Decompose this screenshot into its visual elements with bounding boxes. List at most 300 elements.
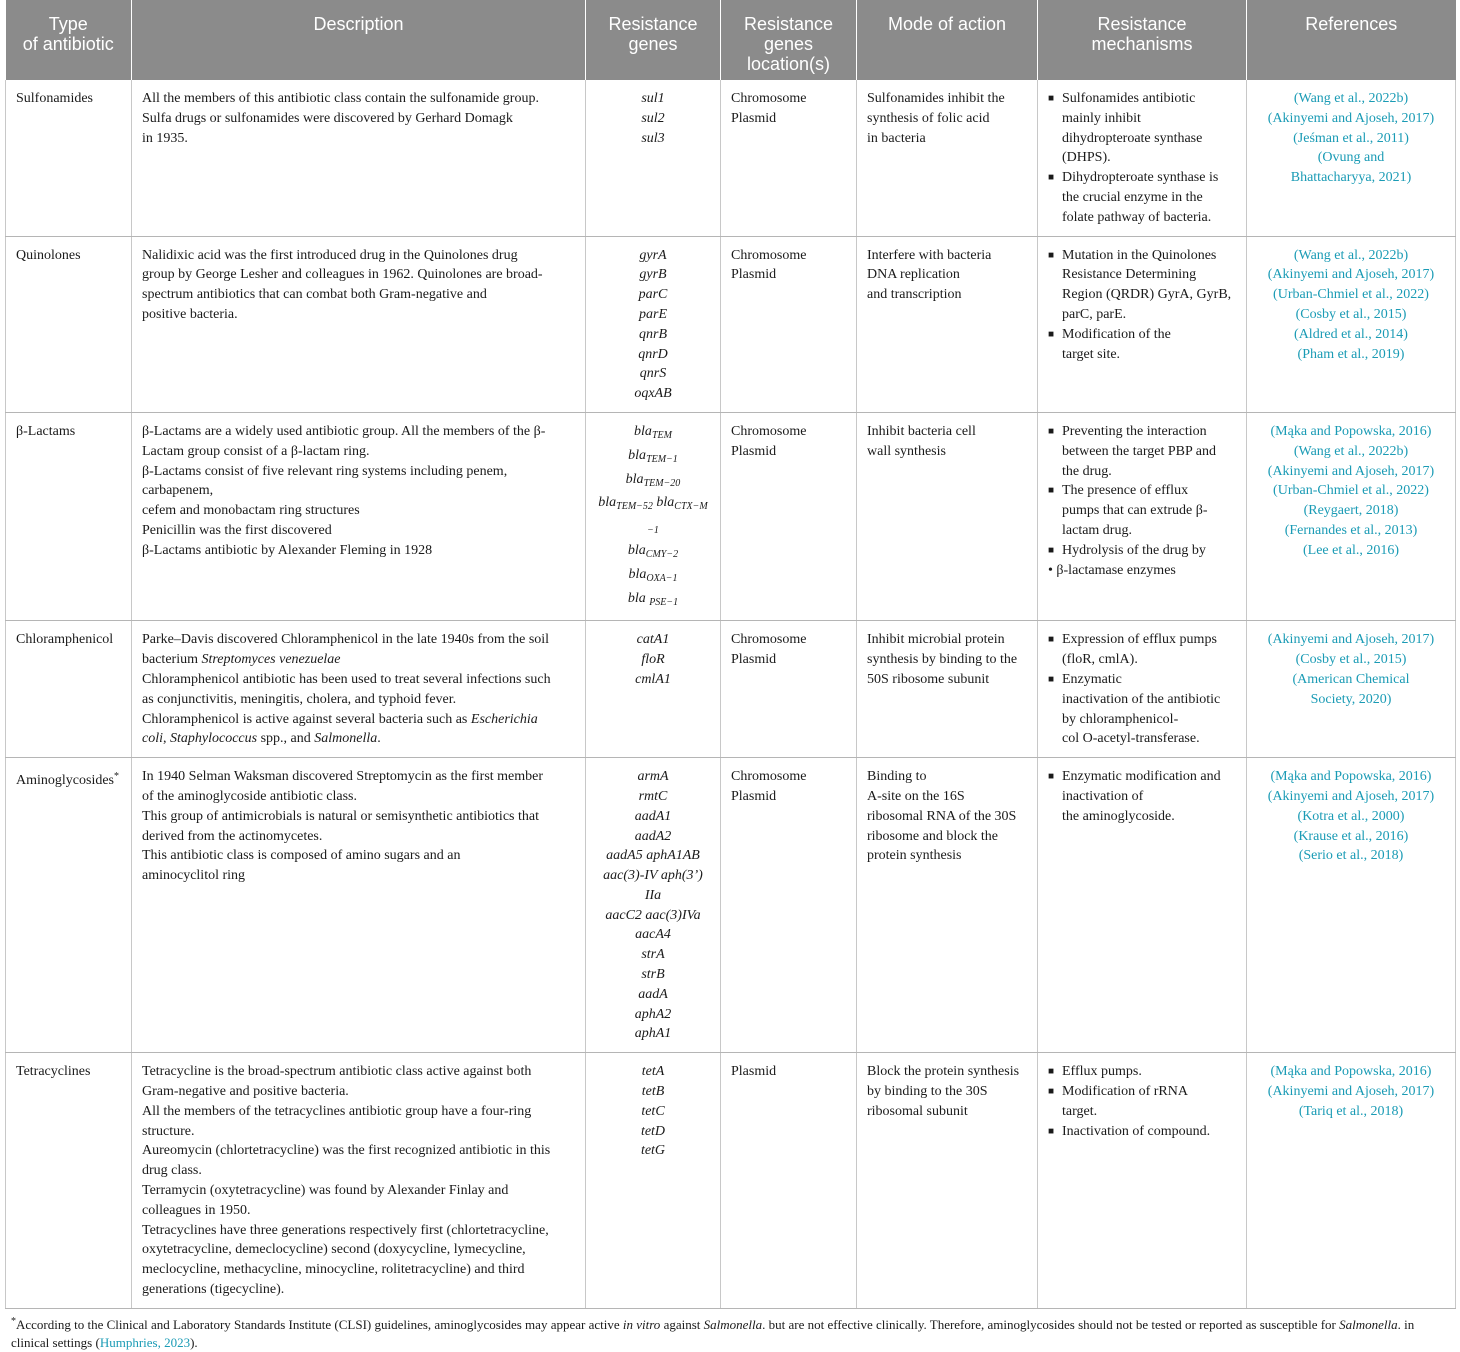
gene-location: Plasmid [731,652,777,668]
cell-mode-of-action [857,758,1038,1053]
mechanism-line: Preventing the interaction [1062,423,1207,439]
resistance-gene [596,446,710,470]
table-body [6,80,1456,1308]
gene-base: bla [652,495,675,511]
mechanism-line: target site. [1062,346,1121,362]
gene-location: Chromosome [731,91,807,106]
reference-link[interactable]: (Akinyemi and Ajoseh, 2017) [1267,110,1435,126]
reference-link[interactable]: (Akinyemi and Ajoseh, 2017) [1267,1084,1435,1100]
table-row [6,236,1456,412]
resistance-gene: aadA2 [634,828,672,844]
column-header-line: of antibiotic [22,34,114,54]
resistance-gene: sul1 [641,91,665,106]
cell-gene-location [721,1053,857,1309]
column-header-line: References [1305,14,1398,34]
mode-of-action-line: Block the protein synthesis [867,1064,1020,1080]
resistance-gene: oqxAB [634,386,672,402]
cell-resistance-mechanisms [1038,758,1247,1053]
resistance-gene: tetC [641,1103,665,1119]
mechanism-line: dihydropteroate synthase [1062,130,1203,146]
description-text: spp., and [257,731,315,747]
description-line: β-Lactams antibiotic by Alexander Fleming in 1928 [142,542,433,558]
cell-references [1247,1053,1456,1309]
cell-antibiotic-type [6,236,132,412]
mechanism-bullet [1048,422,1236,481]
resistance-gene: parE [639,306,667,322]
mechanism-bullet [1048,670,1236,749]
mode-of-action-line: DNA replication [867,267,960,283]
footnote-mark: * [11,1315,16,1327]
resistance-gene [596,565,710,589]
cell-antibiotic-type [6,621,132,758]
gene-location: Plasmid [731,443,777,459]
table-row [6,1053,1456,1309]
description-line: Nalidixic acid was the first introduced drug in the Quinolones drug [142,247,518,263]
mode-of-action-line: protein synthesis [867,848,962,864]
resistance-gene: tetG [640,1143,666,1159]
mechanism-line: (floR, cmlA). [1062,652,1138,668]
mechanism-bullet [1048,1062,1236,1082]
reference-link[interactable]: (Urban-Chmiel et al., 2022) [1273,287,1429,303]
description-line: β-Lactams consist of five relevant ring systems including penem, [142,463,508,479]
mechanism-line: inactivation of [1062,788,1144,804]
resistance-gene: parC [638,287,668,303]
reference-link[interactable]: (Mąka and Popowska, 2016) [1270,1064,1432,1080]
description-line: carbapenem, [142,483,214,499]
column-header-line: Description [313,14,404,34]
column-header-line: Type [48,14,88,34]
table-row [6,621,1456,758]
mode-of-action-line: and transcription [867,287,962,303]
mechanism-line: The presence of efflux [1062,483,1189,499]
reference-link[interactable]: (Aldred et al., 2014) [1294,326,1408,342]
mode-of-action-line: synthesis of folic acid [867,110,990,126]
cell-antibiotic-type [6,1053,132,1309]
mechanism-line: pumps that can extrude β- [1062,503,1208,519]
mechanism-bullet [1048,541,1236,561]
gene-subscript: TEM [651,429,672,441]
resistance-gene: aadA [638,986,668,1002]
description-line: Sulfa drugs or sulfonamides were discovered by Gerhard Domagk [142,110,513,126]
description-italic: Salmonella [314,731,378,747]
reference-link[interactable]: (Kotra et al., 2000) [1297,808,1405,824]
cell-references [1247,758,1456,1053]
mechanism-line: Enzymatic modification and [1062,769,1221,785]
mode-of-action-line: Inhibit bacteria cell [867,423,976,439]
cell-resistance-genes [586,80,721,236]
mechanism-line: the aminoglycoside. [1062,808,1175,824]
reference-link[interactable]: (Akinyemi and Ajoseh, 2017) [1267,463,1435,479]
cell-gene-location [721,80,857,236]
mechanism-bullet [1048,767,1236,826]
mode-of-action-line: wall synthesis [867,443,946,459]
column-header-line: mechanisms [1091,34,1193,54]
cell-resistance-mechanisms [1038,80,1247,236]
antibiotic-table [5,0,1456,1309]
description-line: Tetracycline is the broad-spectrum antibiotic class active against both [142,1064,532,1080]
mechanism-line: the drug. [1062,463,1112,479]
gene-subscript: TEM−20 [643,477,681,489]
cell-mode-of-action [857,80,1038,236]
gene-location: Chromosome [731,769,807,785]
description-line [142,650,575,670]
resistance-gene [596,470,710,494]
mechanism-subitem: • β-lactamase enzymes [1048,562,1176,578]
description-line: Lactam group consist of a β-lactam ring. [142,443,370,459]
description-line: Chloramphenicol antibiotic has been used to treat several infections such [142,671,551,687]
resistance-gene: aphA1 [634,1026,672,1042]
reference-link[interactable]: (Wang et al., 2022b) [1293,443,1409,459]
cell-resistance-genes [586,758,721,1053]
description-line: oxytetracycline, demeclocycline) second (doxycycline, lymecycline, [142,1242,526,1258]
mechanism-bullet [1048,1082,1236,1122]
resistance-gene [596,541,710,565]
reference-link[interactable]: (Lee et al., 2016) [1302,542,1399,558]
mechanism-line: Enzymatic [1062,671,1122,687]
column-header [132,0,586,80]
mechanism-line: by chloramphenicol- [1062,711,1179,727]
header-row [6,0,1456,80]
description-line: derived from the actinomycetes. [142,828,323,844]
column-header-line: genes [763,34,814,54]
description-line: Tetracyclines have three generations respectively first (chlortetracycline, [142,1222,549,1238]
mechanism-line: inactivation of the antibiotic [1062,691,1221,707]
mode-of-action-line: ribosomal subunit [867,1103,968,1119]
mechanism-line: parC, parE. [1062,306,1127,322]
footnote-italic-1: in vitro [622,1316,661,1332]
description-italic: coli [142,731,163,747]
reference-link[interactable]: (Akinyemi and Ajoseh, 2017) [1267,267,1435,283]
cell-antibiotic-type [6,758,132,1053]
footnote-text-5: ). [190,1334,198,1350]
cell-resistance-genes [586,621,721,758]
antibiotic-type-name: Sulfonamides [16,91,93,106]
reference-link[interactable]: (Wang et al., 2022b) [1293,91,1409,106]
gene-location: Chromosome [731,247,807,263]
mechanism-line: Modification of the [1062,326,1171,342]
antibiotic-type-name: Aminoglycosides [16,773,114,789]
resistance-gene: aadA5 aphA1AB [606,848,700,864]
gene-base: bla [625,471,644,487]
resistance-gene: floR [641,652,665,668]
reference-link[interactable]: (Mąka and Popowska, 2016) [1270,423,1432,439]
cell-mode-of-action [857,236,1038,412]
footnote-italic-2: Salmonella [703,1316,763,1332]
gene-subscript: OXA−1 [646,572,678,584]
description-line: of the aminoglycoside antibiotic class. [142,788,358,804]
mode-of-action-line: A-site on the 16S [867,788,965,804]
mechanism-line: target. [1062,1103,1098,1119]
gene-base: bla [634,423,652,439]
footnote-mark: * [114,771,119,783]
cell-description [132,621,586,758]
column-header [721,0,857,80]
column-header-line: genes [628,34,678,54]
column-header-line: Mode of action [887,14,1007,34]
resistance-gene: tetD [640,1123,666,1139]
cell-resistance-mechanisms [1038,621,1247,758]
mechanism-line: the crucial enzyme in the [1062,189,1203,205]
resistance-gene: rmtC [638,788,668,804]
mode-of-action-line: synthesis by binding to the [867,652,1018,668]
cell-gene-location [721,412,857,620]
cell-resistance-mechanisms [1038,1053,1247,1309]
description-line: colleagues in 1950. [142,1202,251,1218]
resistance-gene: aac(3)-IV aph(3’) [603,868,703,884]
resistance-gene: qnrS [639,366,667,382]
resistance-gene: tetA [641,1064,665,1080]
gene-subscript: CTX−M [674,501,708,513]
description-text: bacterium [142,652,202,668]
column-header [6,0,132,80]
resistance-gene: tetB [641,1084,665,1100]
gene-subscript: TEM−52 [616,501,653,513]
cell-mode-of-action [857,412,1038,620]
description-line [142,729,575,749]
gene-base: bla [598,495,617,511]
reference-link[interactable]: (Fernandes et al., 2013) [1284,522,1418,538]
reference-link[interactable]: (Reygaert, 2018) [1303,503,1399,519]
reference-link[interactable]: (Cosby et al., 2015) [1295,652,1407,668]
cell-references [1247,621,1456,758]
antibiotic-type-name: β-Lactams [16,423,76,439]
gene-subscript: PSE−1 [649,596,679,608]
column-header [586,0,721,80]
resistance-gene: qnrB [639,326,667,342]
gene-location: Plasmid [731,267,777,283]
resistance-gene: cmlA1 [635,671,671,687]
table-row [6,412,1456,620]
description-italic: Streptomyces venezuelae [201,652,341,668]
table-row [6,758,1456,1053]
description-line: Aureomycin (chlortetracycline) was the first recognized antibiotic in this [142,1143,551,1159]
resistance-gene: aacC2 aac(3)IVa [605,907,701,923]
resistance-gene: qnrD [638,346,668,362]
antibiotic-type-name: Tetracyclines [16,1064,91,1080]
description-line: Parke–Davis discovered Chloramphenicol in the late 1940s from the soil [142,632,550,648]
cell-gene-location [721,236,857,412]
resistance-gene [596,422,710,446]
resistance-gene: armA [637,769,669,785]
cell-resistance-mechanisms [1038,236,1247,412]
cell-gene-location [721,758,857,1053]
description-line: in 1935. [142,130,188,146]
gene-location: Chromosome [731,632,807,648]
reference-link[interactable]: (Serio et al., 2018) [1298,848,1404,864]
description-line: Penicillin was the first discovered [142,522,332,538]
description-line: generations (tigecycline). [142,1282,285,1298]
cell-description [132,80,586,236]
reference-link[interactable]: (American Chemical [1292,671,1410,687]
resistance-gene [596,517,710,541]
footnote-text-2: against [660,1316,704,1332]
footnote-text-1: According to the Clinical and Laboratory Standards Institute (CLSI) guidelines, aminoglycosides may appear active [16,1316,623,1332]
mechanism-line: Inactivation of compound. [1062,1123,1211,1139]
description-line: meclocycline, methacycline, minocycline, rolitetracycline) and third [142,1262,525,1278]
mechanism-bullet [1048,1122,1236,1142]
footnote-text-3: . but are not effective clinically. Therefore, aminoglycosides should not be tested or reported as susceptible for [762,1316,1340,1332]
mechanism-line: Dihydropteroate synthase is [1062,170,1219,186]
description-line: β-Lactams are a widely used antibiotic group. All the members of the β- [142,423,546,439]
antibiotic-type-name: Chloramphenicol [16,632,114,648]
gene-base: bla [627,590,650,606]
mechanism-line: (DHPS). [1062,150,1111,166]
resistance-gene: aadA1 [634,808,672,824]
reference-link[interactable]: (Krause et al., 2016) [1293,828,1409,844]
footnote-italic-3: Salmonella [1339,1316,1398,1332]
description-text: . [377,731,381,747]
reference-link[interactable]: (Akinyemi and Ajoseh, 2017) [1267,632,1435,648]
mechanism-line: lactam drug. [1062,522,1132,538]
mechanism-line: Modification of rRNA [1062,1084,1188,1100]
column-header-line: Resistance [743,14,834,34]
resistance-gene: strB [641,967,665,983]
table-wrapper [5,0,1455,1352]
table-row [6,80,1456,236]
description-line: Terramycin (oxytetracycline) was found by Alexander Finlay and [142,1183,509,1199]
resistance-gene: aacA4 [635,927,671,943]
mechanism-line: Mutation in the Quinolones [1062,247,1217,263]
footnote-text-4: . in clinical settings ( [11,1316,1415,1350]
description-line: This antibiotic class is composed of amino sugars and an [142,848,461,864]
mechanism-line: col O-acetyl-transferase. [1062,731,1200,747]
column-header-line: Resistance [1097,14,1187,34]
mechanism-bullet [1048,168,1236,227]
reference-link[interactable]: (Tariq et al., 2018) [1298,1103,1404,1119]
mechanism-line: between the target PBP and [1062,443,1216,459]
description-text: , [163,731,170,747]
antibiotic-type-name: Quinolones [16,247,81,263]
description-line: as conjunctivitis, meningitis, cholera, and typhoid fever. [142,691,457,707]
mechanism-line: Sulfonamides antibiotic [1062,91,1196,106]
description-line: All the members of the tetracyclines antibiotic group have a four-ring [142,1103,532,1119]
gene-base: bla [627,542,646,558]
description-line: structure. [142,1123,195,1139]
mechanism-bullet [1048,481,1236,540]
mechanism-line: Hydrolysis of the drug by [1062,542,1206,558]
cell-resistance-genes [586,1053,721,1309]
mechanism-line: Resistance Determining [1062,267,1197,283]
description-line: positive bacteria. [142,306,238,322]
description-line: aminocyclitol ring [142,868,246,884]
description-line: All the members of this antibiotic class contain the sulfonamide group. [142,91,539,106]
gene-location: Plasmid [731,110,777,126]
mode-of-action-line: by binding to the 30S [867,1084,988,1100]
cell-gene-location [721,621,857,758]
description-line: This group of antimicrobials is natural or semisynthetic antibiotics that [142,808,539,824]
resistance-gene: gyrA [639,247,667,263]
reference-link[interactable]: (Pham et al., 2019) [1297,346,1405,362]
description-text: Chloramphenicol is active against several bacteria such as [142,711,471,727]
description-line: group by George Lesher and colleagues in 1962. Quinolones are broad- [142,267,543,283]
reference-link[interactable]: (Akinyemi and Ajoseh, 2017) [1267,788,1435,804]
reference-link[interactable]: (Urban-Chmiel et al., 2022) [1273,483,1429,499]
reference-link[interactable]: (Cosby et al., 2015) [1295,306,1407,322]
mode-of-action-line: Interfere with bacteria [867,247,992,263]
cell-references [1247,80,1456,236]
column-header-line: location(s) [746,54,831,74]
column-header-line: Resistance [608,14,698,34]
resistance-gene: sul3 [641,130,665,146]
description-line: spectrum antibiotics that can combat both Gram-negative and [142,287,487,303]
resistance-gene: sul2 [641,110,665,126]
footnote [5,1309,1455,1352]
column-header [1038,0,1247,80]
description-line: In 1940 Selman Waksman discovered Streptomycin as the first member [142,769,544,785]
cell-antibiotic-type [6,80,132,236]
description-line: cefem and monobactam ring structures [142,503,360,519]
cell-resistance-mechanisms [1038,412,1247,620]
cell-resistance-genes [586,412,721,620]
gene-subscript: CMY−2 [645,548,679,560]
cell-description [132,236,586,412]
mode-of-action-line: 50S ribosome subunit [867,671,990,687]
resistance-gene [596,589,710,613]
mechanism-bullet [1048,89,1236,168]
gene-subscript: −1 [647,525,659,537]
cell-antibiotic-type [6,412,132,620]
mode-of-action-line: Binding to [867,769,927,785]
reference-link[interactable]: (Wang et al., 2022b) [1293,247,1409,263]
mode-of-action-line: Sulfonamides inhibit the [867,91,1005,106]
resistance-gene: IIa [644,887,662,903]
mode-of-action-line: Inhibit microbial protein [867,632,1005,648]
mode-of-action-line: ribosomal RNA of the 30S [867,808,1017,824]
resistance-gene: strA [641,947,665,963]
column-header [1247,0,1456,80]
gene-location: Plasmid [731,788,777,804]
cell-resistance-genes [586,236,721,412]
cell-description [132,412,586,620]
resistance-gene: catA1 [636,632,670,648]
reference-link[interactable]: (Jeśman et al., 2011) [1293,130,1409,146]
gene-base: bla [628,447,647,463]
mechanism-line: Efflux pumps. [1062,1064,1142,1080]
resistance-gene: aphA2 [634,1006,672,1022]
mode-of-action-line: ribosome and block the [867,828,999,844]
resistance-gene: gyrB [639,267,667,283]
cell-references [1247,412,1456,620]
cell-description [132,758,586,1053]
reference-link[interactable]: (Mąka and Popowska, 2016) [1270,769,1432,785]
gene-location: Chromosome [731,423,807,439]
mechanism-bullet [1048,246,1236,325]
column-header [857,0,1038,80]
reference-link[interactable]: Bhattacharyya, 2021) [1290,170,1412,186]
mechanism-line: mainly inhibit [1062,110,1141,126]
mechanism-bullet [1048,630,1236,670]
description-line: drug class. [142,1163,202,1179]
cell-mode-of-action [857,621,1038,758]
mechanism-line: Region (QRDR) GyrA, GyrB, [1062,287,1232,303]
description-italic: Escherichia [470,711,538,727]
reference-link[interactable]: (Ovung and [1317,150,1385,166]
cell-references [1247,236,1456,412]
cell-description [132,1053,586,1309]
gene-location: Plasmid [731,1064,777,1080]
mechanism-line: folate pathway of bacteria. [1062,209,1212,225]
mechanism-bullet [1048,325,1236,365]
mode-of-action-line: in bacteria [867,130,926,146]
resistance-gene [596,493,710,517]
gene-base: bla [628,566,647,582]
cell-mode-of-action [857,1053,1038,1309]
gene-subscript: TEM−1 [646,453,678,465]
description-line: Gram-negative and positive bacteria. [142,1084,349,1100]
mechanism-line: Expression of efflux pumps [1062,632,1217,648]
reference-link[interactable]: Society, 2020) [1310,691,1392,707]
footnote-reference-link[interactable]: Humphries, 2023 [99,1334,191,1350]
